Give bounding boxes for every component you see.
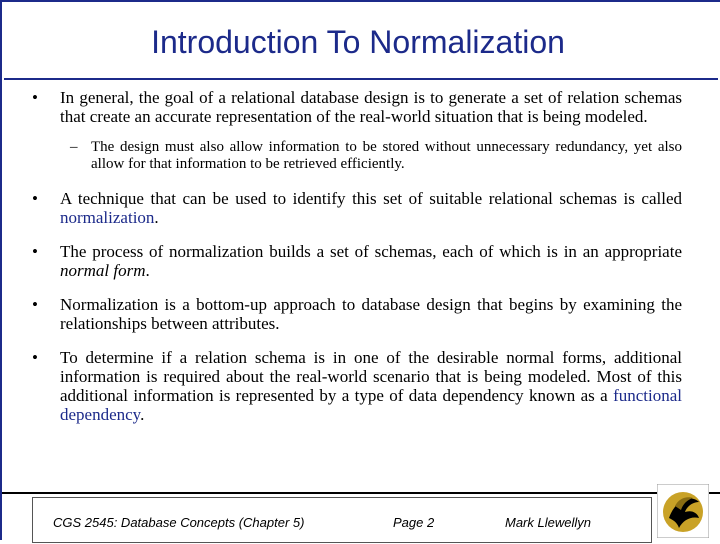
- bullet-mark: •: [32, 242, 38, 261]
- sub-bullet-item: [2, 139, 720, 173]
- footer-author: Mark Llewellyn: [505, 515, 591, 530]
- bullet-mark: •: [32, 348, 38, 367]
- bullet-text-end: .: [154, 208, 159, 227]
- bullet-mark: •: [32, 295, 38, 314]
- bullet-item: [2, 88, 720, 126]
- pegasus-logo-icon: [657, 484, 709, 538]
- bullet-item: [2, 295, 720, 333]
- slide-body: [2, 88, 720, 424]
- keyword-functional-dependency: functional dependency: [60, 386, 682, 424]
- bullet-item: [2, 189, 720, 227]
- bullet-text-end: .: [145, 261, 150, 280]
- bullet-item: [2, 242, 720, 280]
- bullet-mark: •: [32, 88, 38, 107]
- bullet-text: In general, the goal of a relational database design is to generate a set of relation schemas that create an accurate representation of the real-world situation that is being modeled.: [60, 88, 682, 126]
- keyword-normal-form: normal form: [60, 261, 146, 280]
- bullet-item: [2, 348, 720, 424]
- bullet-text-end: .: [140, 405, 145, 424]
- title-divider: [4, 78, 718, 80]
- sub-bullet-mark: –: [70, 139, 78, 155]
- bullet-text: A technique that can be used to identify this set of suitable relational schemas is called: [60, 189, 682, 208]
- footer-course: CGS 2545: Database Concepts (Chapter 5): [53, 515, 305, 530]
- slide-title: Introduction To Normalization: [151, 24, 565, 60]
- sub-bullet-text: The design must also allow information to be stored without unnecessary redundancy, yet also allow for that information to be retrieved efficiently.: [91, 139, 682, 172]
- bullet-text: The process of normalization builds a set of schemas, each of which is in an appropriate: [60, 242, 682, 261]
- bullet-mark: •: [32, 189, 38, 208]
- bullet-text: Normalization is a bottom-up approach to database design that begins by examining the relationships between attributes.: [60, 295, 682, 333]
- bullet-text: To determine if a relation schema is in one of the desirable normal forms, additional information is required about the real-world scenario that is being modeled. Most of this additional information is represented by a type of data dependency known as a: [60, 348, 682, 405]
- footer-bar: [32, 497, 652, 543]
- keyword-normalization: normalization: [60, 208, 155, 227]
- footer-page-number: Page 2: [393, 515, 435, 530]
- slide-footer: [2, 492, 720, 544]
